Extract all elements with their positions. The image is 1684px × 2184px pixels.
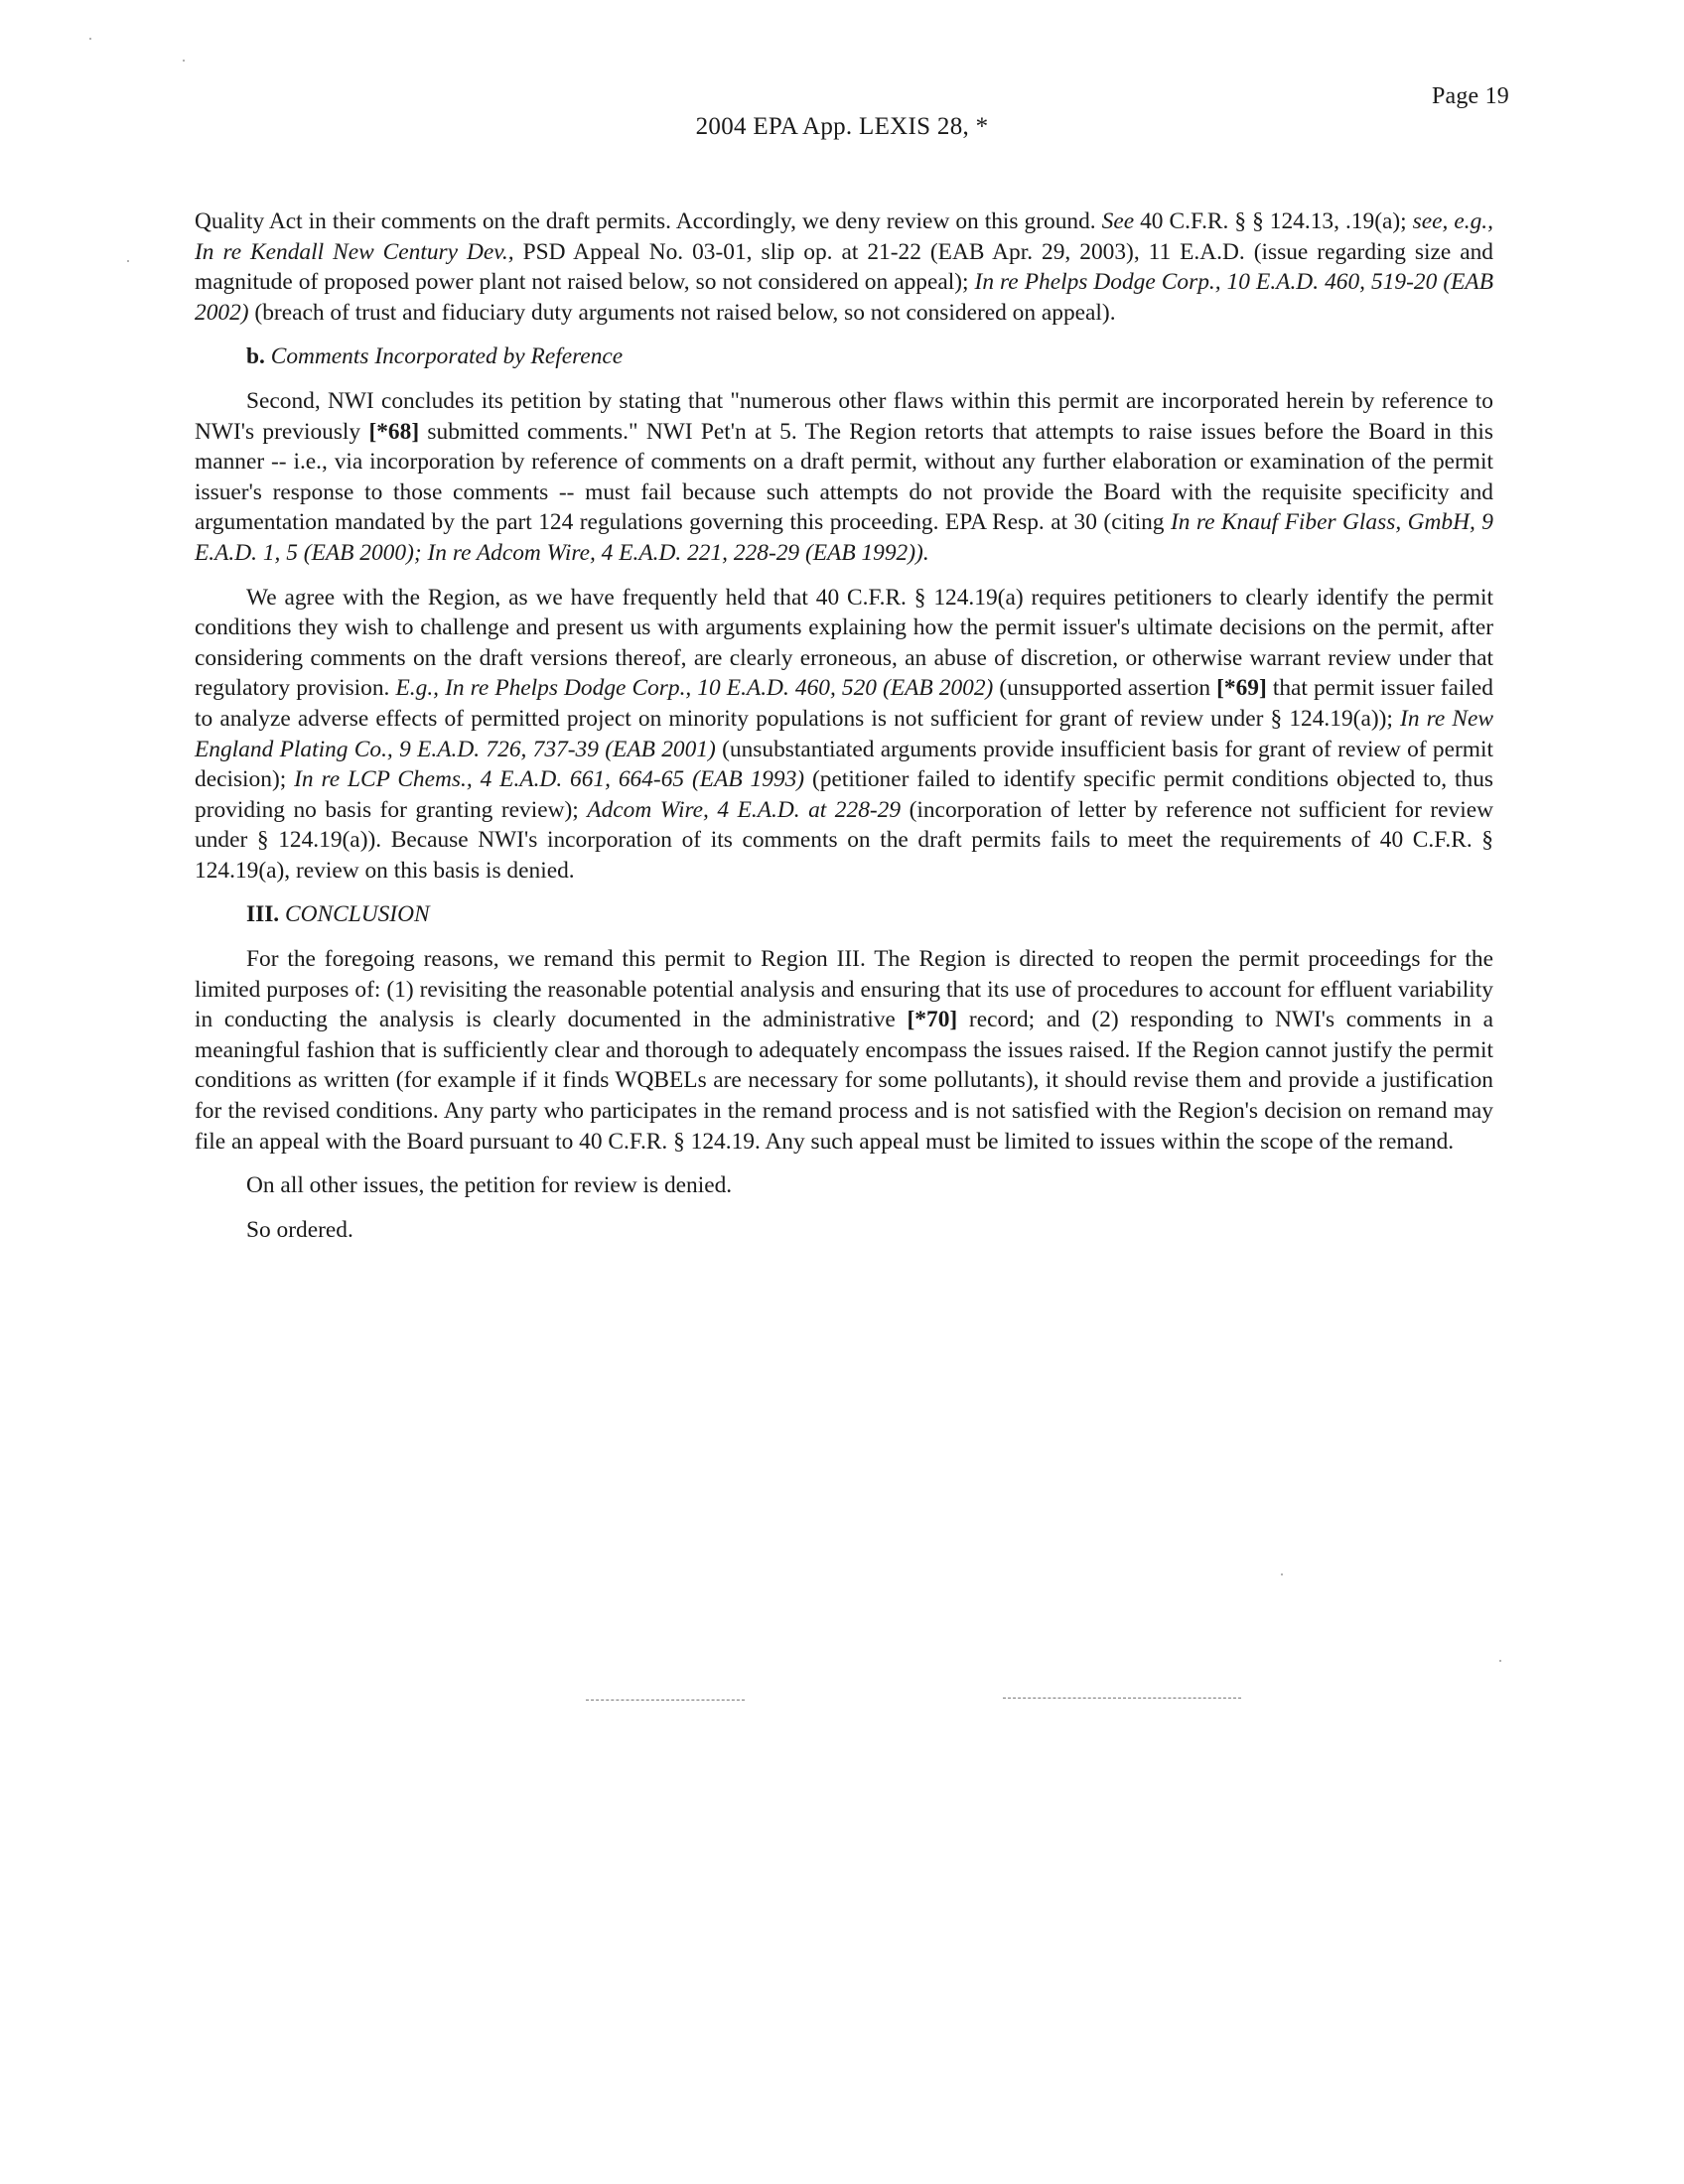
citation-phelps-dodge-520: E.g., In re Phelps Dodge Corp., 10 E.A.D. 460, 520 (EAB 2002) bbox=[395, 675, 994, 702]
paragraph-denied: On all other issues, the petition for review is denied. bbox=[246, 1172, 733, 1199]
scan-speck bbox=[183, 60, 185, 62]
paragraph-agreement: We agree with the Region, as we have frequently held that 40 C.F.R. § 124.19(a) requires petitioners to clearly identify the permit conditions they wish to challenge and present us with arguments explaining how the permit issuer's ultimate decisions on the permit, after considering comments on the draft versions thereof, are clearly erroneous, an abuse of discretion, or otherwise warrant review under that regulatory provision. E.g., In re Phelps Dodge Corp., 10 E.A.D. 460, 520 (EAB 2002) (unsupported assertion [*69] that permit issuer failed to analyze adverse effects of permitted project on minority populations is not sufficient for grant of review under § 124.19(a)); In re New England Plating Co., 9 E.A.D. 726, 737-39 (EAB 2001) (unsubstantiated arguments provide insufficient basis for grant of review of permit decision); In re LCP Chems., 4 E.A.D. 661, 664-65 (EAB 1993) (petitioner failed to identify specific permit conditions objected to, thus providing no basis for granting review); Adcom Wire, 4 E.A.D. at 228-29 (incorporation of letter by reference not sufficient for review under § 124.19(a)). Because NWI's incorporation of its comments on the draft permits fails to meet the requirements of 40 C.F.R. § 124.19(a), review on this basis is denied. bbox=[195, 584, 1494, 884]
scan-speck bbox=[89, 38, 91, 40]
scan-speck bbox=[1499, 1660, 1501, 1662]
section-heading-b: b. Comments Incorporated by Reference bbox=[246, 343, 624, 370]
paragraph-incorporation: Second, NWI concludes its petition by stating that "numerous other flaws within this permit are incorporated herein by reference to NWI's previously [*68] submitted comments." NWI Pet'n at 5. The Region retorts that attempts to raise issues before the Board in this manner -- i.e., via incorporation by reference of comments on a draft permit, without any further elaboration or examination of the permit issuer's response to those comments -- must fail because such attempts do not provide the Board with the requisite specificity and argumentation mandated by the part 124 regulations governing this proceeding. EPA Resp. at 30 (citing In re Knauf Fiber Glass, GmbH, 9 E.A.D. 1, 5 (EAB 2000); In re Adcom Wire, 4 E.A.D. 221, 228-29 (EAB 1992)). bbox=[195, 387, 1493, 566]
star-page-70: [*70] bbox=[907, 1007, 958, 1033]
paragraph-continuation: Quality Act in their comments on the draft permits. Accordingly, we deny review on this ground. See 40 C.F.R. § § 124.13, .19(a); see, e.g., In re Kendall New Century Dev., PSD Appeal No. 03-01, slip op. at 21-22 (EAB Apr. 29, 2003), 11 E.A.D. (issue regarding size and magnitude of proposed power plant not raised below, so not considered on appeal); In re Phelps Dodge Corp., 10 E.A.D. 460, 519-20 (EAB 2002) (breach of trust and fiduciary duty arguments not raised below, so not considered on appeal). bbox=[195, 208, 1493, 326]
citation-lcp-chems: In re LCP Chems., 4 E.A.D. 661, 664-65 (EAB 1993) bbox=[294, 766, 805, 793]
paragraph-so-ordered: So ordered. bbox=[246, 1216, 353, 1243]
document-body bbox=[195, 206, 1493, 1245]
citation-phelps-dodge: In re Phelps Dodge Corp., 10 E.A.D. 460, 519-20 (EAB 2002) bbox=[195, 269, 1493, 326]
scan-artifact-right bbox=[1003, 1698, 1241, 1699]
page-number: Page 19 bbox=[1431, 83, 1509, 109]
scan-speck bbox=[127, 260, 129, 262]
scan-artifact-left bbox=[586, 1700, 745, 1701]
citation-knauf-adcom: In re Knauf Fiber Glass, GmbH, 9 E.A.D. 1, 5 (EAB 2000); In re Adcom Wire, 4 E.A.D. 221, 228-29 (EAB 1992)). bbox=[195, 509, 1493, 566]
star-page-68: [*68] bbox=[368, 418, 420, 445]
citation-header: 2004 EPA App. LEXIS 28, * bbox=[695, 113, 989, 140]
citation-new-england-plating: In re New England Plating Co., 9 E.A.D. 726, 737-39 (EAB 2001) bbox=[195, 705, 1493, 762]
signal-see: See bbox=[1101, 208, 1135, 234]
citation-kendall: see, e.g., In re Kendall New Century Dev., bbox=[195, 208, 1493, 265]
star-page-69: [*69] bbox=[1216, 675, 1267, 702]
citation-adcom-wire: Adcom Wire, 4 E.A.D. at 228-29 bbox=[587, 796, 902, 823]
paragraph-conclusion: For the foregoing reasons, we remand this permit to Region III. The Region is directed to reopen the permit proceedings for the limited purposes of: (1) revisiting the reasonable potential analysis and ensuring that its use of procedures to account for effluent variability in conducting the analysis is clearly documented in the administrative [*70] record; and (2) responding to NWI's comments in a meaningful fashion that is sufficiently clear and thorough to adequately encompass the issues raised. If the Region cannot justify the permit conditions as written (for example if it finds WQBELs are necessary for some pollutants), it should revise them and provide a justification for the revised conditions. Any party who participates in the remand process and is not satisfied with the Region's decision on remand may file an appeal with the Board pursuant to 40 C.F.R. § 124.19. Any such appeal must be limited to issues within the scope of the remand. bbox=[195, 946, 1493, 1155]
scan-speck bbox=[1281, 1573, 1283, 1575]
section-heading-conclusion: III. CONCLUSION bbox=[246, 901, 430, 928]
